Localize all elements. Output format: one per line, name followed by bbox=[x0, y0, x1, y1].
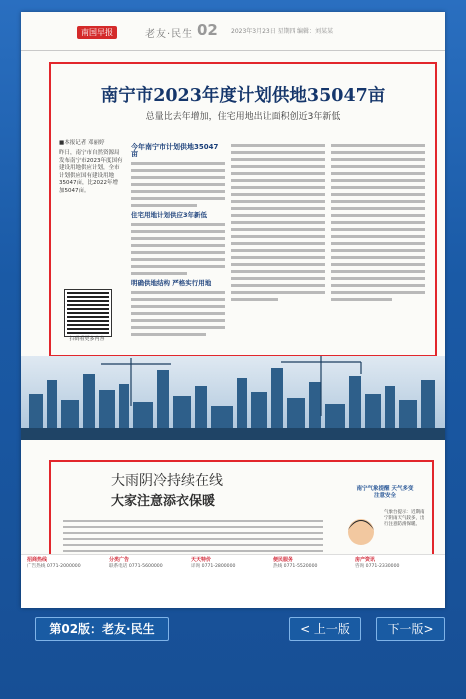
ad-item[interactable] bbox=[355, 557, 439, 570]
ad-title: 便民服务 bbox=[273, 557, 294, 563]
ad-item[interactable] bbox=[191, 557, 265, 570]
column-subheading: 明确供地结构 严格实行用地 bbox=[131, 279, 212, 287]
weather-badge: 南宁气象提醒 天气多变注意安全 bbox=[356, 486, 414, 499]
story-column-1 bbox=[131, 140, 225, 340]
newspaper-page[interactable] bbox=[21, 12, 445, 608]
ad-text: 广告热线 0771-2000000 bbox=[27, 564, 81, 569]
column-subheading: 住宅用地计划供应3年新低 bbox=[131, 211, 208, 219]
column-heading: 今年南宁市计划供地35047亩 bbox=[131, 143, 219, 158]
masthead-brand: 南国早报 bbox=[77, 26, 117, 39]
ad-item[interactable] bbox=[273, 557, 347, 570]
prev-page-button[interactable]: < 上一版 bbox=[289, 617, 361, 641]
ad-text: 咨询 0771-2330000 bbox=[355, 564, 400, 569]
body-text bbox=[231, 144, 325, 301]
ad-text: 详询 0771-2800000 bbox=[191, 564, 236, 569]
ad-title: 分类广告 bbox=[109, 557, 130, 563]
body-text bbox=[131, 162, 225, 207]
body-text bbox=[131, 223, 225, 275]
ad-title: 招商热线 bbox=[27, 557, 48, 563]
story-column-2 bbox=[231, 140, 325, 305]
ad-title: 天天特价 bbox=[191, 557, 212, 563]
masthead-section: 老友·民生 bbox=[145, 29, 194, 40]
next-page-button[interactable]: 下一版> bbox=[376, 617, 445, 641]
qr-caption: 扫码看更多内容 bbox=[69, 336, 105, 342]
city-skyline-photo bbox=[21, 356, 445, 440]
qr-code[interactable] bbox=[65, 290, 111, 336]
ad-text: 联系电话 0771-5600000 bbox=[109, 564, 163, 569]
weather-tip: 气象台提示：近期南宁阴雨天气较多，出行注意防滑保暖。 bbox=[384, 510, 425, 527]
body-text bbox=[131, 291, 225, 336]
story-lead-column bbox=[59, 140, 123, 195]
masthead-page-number: 02 bbox=[197, 21, 218, 39]
story-title-line2: 大家注意添衣保暖 bbox=[111, 494, 216, 509]
ad-title: 房产资讯 bbox=[355, 557, 376, 563]
current-page-label[interactable]: 第02版：老友·民生 bbox=[35, 617, 169, 641]
lead-paragraph: 昨日，南宁市自然资源局发布南宁市2023年度国有建设用地供应计划，全市计划供应国有建设用地35047亩，比2022年增加5047亩。 bbox=[59, 150, 123, 194]
masthead bbox=[21, 12, 445, 51]
masthead-editor: 编辑：刘某某 bbox=[297, 28, 334, 35]
story-column-3 bbox=[331, 140, 425, 305]
ad-text: 热线 0771-5520000 bbox=[273, 564, 318, 569]
story-title-line1: 大雨阴冷持续在线 bbox=[111, 473, 223, 489]
story-subtitle: 总量比去年增加，住宅用地出让面积创近3年新低 bbox=[145, 112, 341, 122]
byline: ■本报记者 邓丽婷 bbox=[59, 140, 105, 146]
body-text bbox=[331, 144, 425, 301]
ad-strip[interactable] bbox=[21, 554, 445, 608]
ad-item[interactable] bbox=[109, 557, 183, 570]
ad-item[interactable] bbox=[27, 557, 101, 570]
masthead-date: 2023年3月23日 星期四 bbox=[231, 28, 296, 35]
story-title: 南宁市2023年度计划供地35047亩 bbox=[100, 86, 386, 106]
story-land-supply[interactable] bbox=[49, 62, 437, 357]
